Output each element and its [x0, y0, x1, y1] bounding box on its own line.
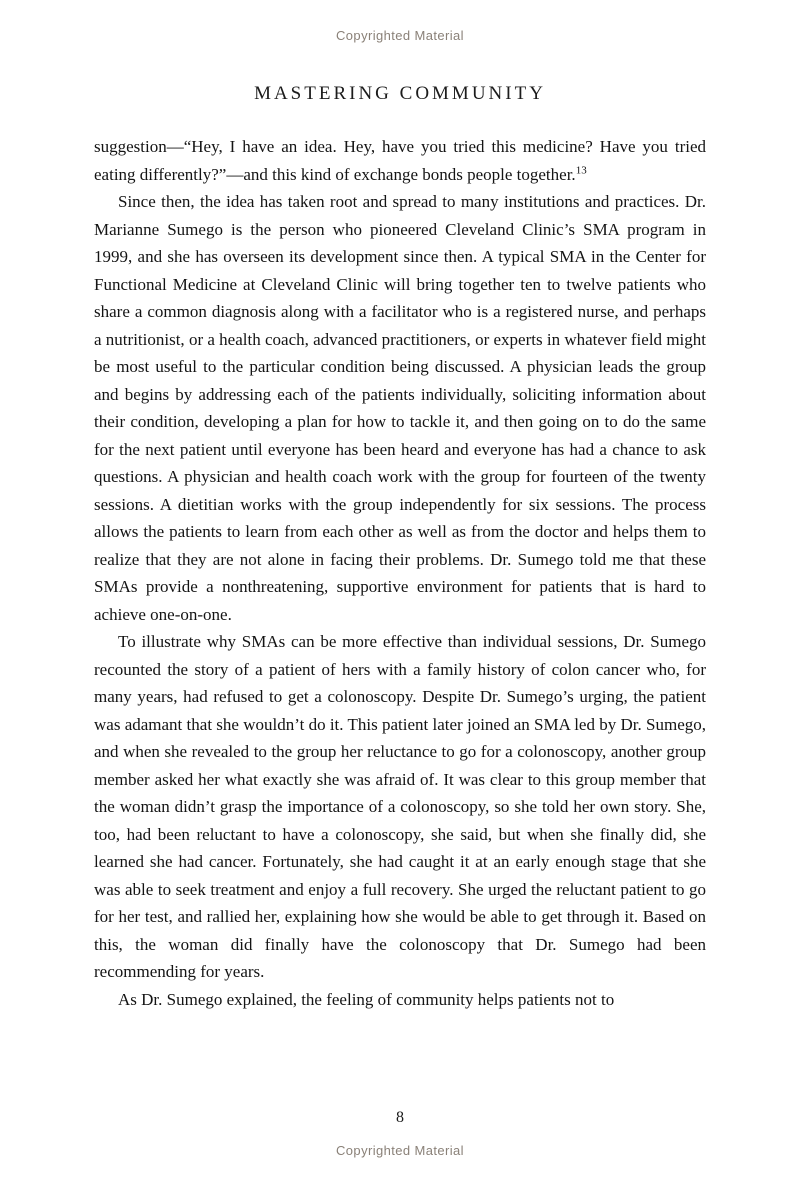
body-text-block [94, 133, 706, 1013]
paragraph: To illustrate why SMAs can be more effective than individual sessions, Dr. Sumego recounted the story of a patient of hers with a family history of colon cancer who, for many years, had refused to get a colonoscopy. Despite Dr. Sumego’s urging, the patient was adamant that she wouldn’t do it. This patient later joined an SMA led by Dr. Sumego, and when she revealed to the group her reluctance to go for a colonoscopy, another group member asked her what exactly she was afraid of. It was clear to this group member that the woman didn’t grasp the importance of a colonoscopy, so she told her own story. She, too, had been reluctant to have a colonoscopy, she said, but when she finally did, she learned she had cancer. Fortunately, she had caught it at an early enough stage that she was able to seek treatment and enjoy a full recovery. She urged the reluctant patient to go for her test, and rallied her, explaining how she would be able to get through it. Based on this, the woman did finally have the colonoscopy that Dr. Sumego had been recommending for years. [94, 632, 706, 981]
paragraph [94, 133, 706, 188]
paragraph: As Dr. Sumego explained, the feeling of community helps patients not to [118, 989, 615, 1009]
paragraph: Since then, the idea has taken root and spread to many institutions and practices. Dr. Marianne Sumego is the person who pioneered Cleveland Clinic’s SMA program in 1999, and she has overseen its development since then. A typical SMA in the Center for Functional Medicine at Cleveland Clinic will bring together ten to twelve patients who share a common diagnosis along with a facilitator who is a registered nurse, and perhaps a nutritionist, or a health coach, advanced practitioners, or experts in whatever field might be most useful to the particular condition being discussed. A physician leads the group and begins by addressing each of the patients individually, soliciting information about their condition, developing a plan for how to tackle it, and then going on to do the same for the next patient until everyone has been heard and everyone has had a chance to ask questions. A physician and health coach work with the group for fourteen of the twenty sessions. A dietitian works with the group independently for six sessions. The process allows the patients to learn from each other as well as from the doctor and helps them to realize that they are not alone in facing their problems. Dr. Sumego told me that these SMAs provide a nonthreatening, supportive environment for patients that is hard to achieve one-on-one. [94, 192, 706, 624]
page-footer [0, 1109, 800, 1184]
footnote-reference: 13 [575, 163, 587, 176]
paragraph-text: suggestion—“Hey, I have an idea. Hey, have you tried this medicine? Have you tried eating differently?”—and this kind of exchange bonds people together. [94, 137, 706, 184]
copyright-notice-top: Copyrighted Material [336, 28, 464, 43]
running-head-title: MASTERING COMMUNITY [254, 83, 546, 104]
copyright-notice-bottom: Copyrighted Material [336, 1143, 464, 1158]
page-number: 8 [396, 1109, 404, 1126]
